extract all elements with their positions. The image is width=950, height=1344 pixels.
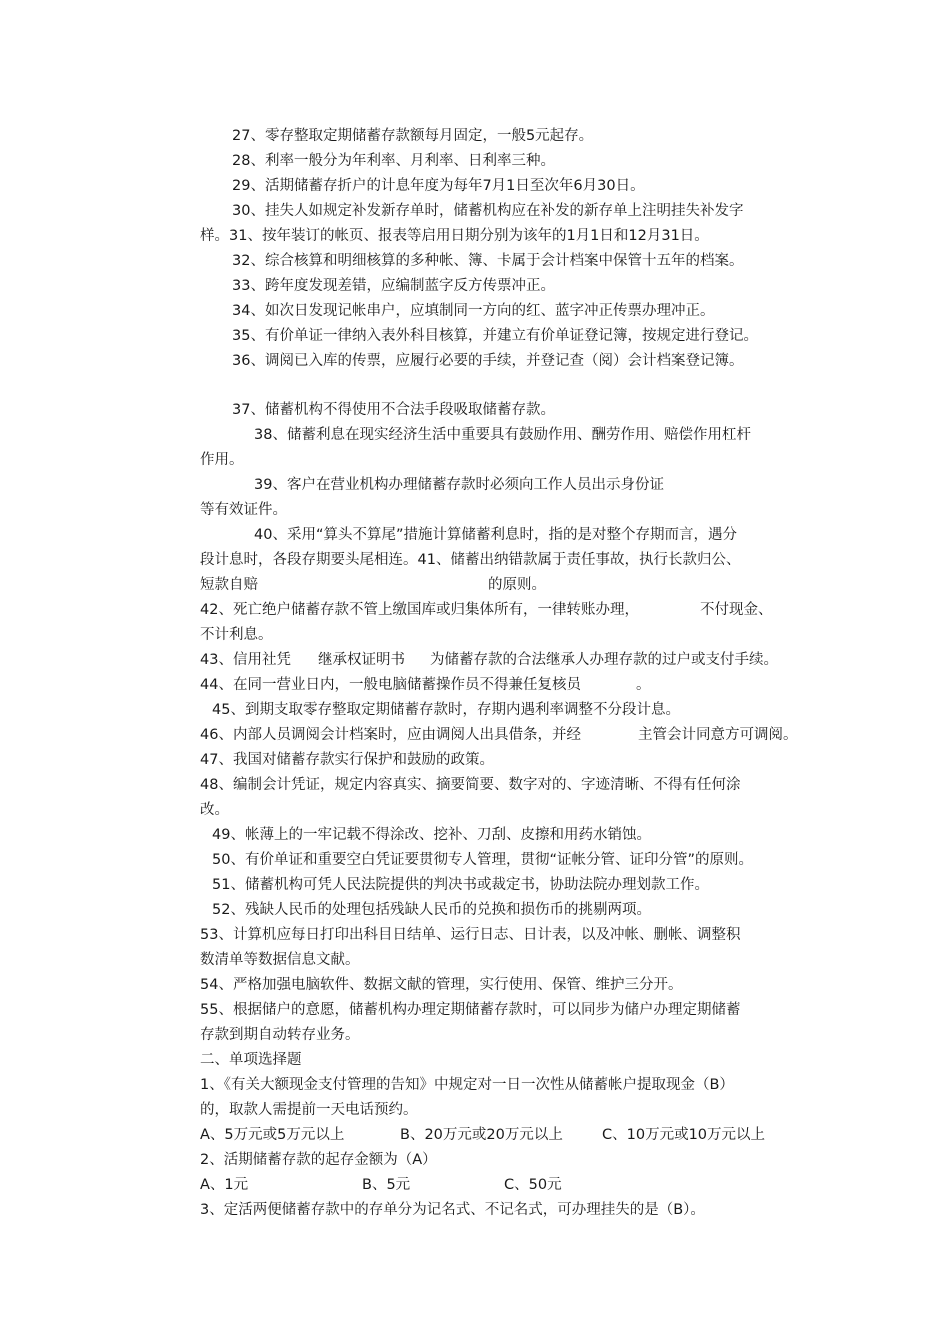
text-line: 30、挂失人如规定补发新存单时，储蓄机构应在补发的新存单上注明挂失补发字 bbox=[232, 203, 744, 219]
text-line: 34、如次日发现记帐串户，应填制同一方向的红、蓝字冲正传票办理冲正。 bbox=[232, 303, 715, 319]
text-line: 27、零存整取定期储蓄存款额每月固定，一般5元起存。 bbox=[232, 128, 594, 144]
text-line: 等有效证件。 bbox=[200, 502, 287, 518]
text-line: 继承权证明书 bbox=[318, 652, 405, 668]
text-line: 44、在同一营业日内，一般电脑储蓄操作员不得兼任复核员 bbox=[200, 677, 581, 693]
text-line: 40、采用“算头不算尾”措施计算储蓄利息时，指的是对整个存期而言，遇分 bbox=[254, 527, 737, 543]
text-line: 36、调阅已入库的传票，应履行必要的手续，并登记查（阅）会计档案登记簿。 bbox=[232, 353, 744, 369]
text-line: 改。 bbox=[200, 802, 229, 818]
answer-option: B、5元 bbox=[362, 1177, 411, 1193]
text-line: 54、严格加强电脑软件、数据文献的管理，实行使用、保管、维护三分开。 bbox=[200, 977, 683, 993]
text-line: 1、《有关大额现金支付管理的告知》中规定对一日一次性从储蓄帐户提取现金（B） bbox=[200, 1077, 734, 1093]
text-line: 的，取款人需提前一天电话预约。 bbox=[200, 1102, 418, 1118]
text-line: 46、内部人员调阅会计档案时，应由调阅人出具借条，并经 bbox=[200, 727, 581, 743]
text-line: 42、死亡绝户储蓄存款不管上缴国库或归集体所有，一律转账办理， bbox=[200, 602, 639, 618]
text-line: 52、残缺人民币的处理包括残缺人民币的兑换和损伤币的挑剔两项。 bbox=[212, 902, 651, 918]
answer-option: B、20万元或20万元以上 bbox=[400, 1127, 563, 1143]
text-line: 不付现金、 bbox=[700, 602, 773, 618]
text-line: 主管会计同意方可调阅。 bbox=[638, 727, 798, 743]
text-line: 38、储蓄利息在现实经济生活中重要具有鼓励作用、酬劳作用、赔偿作用杠杆 bbox=[254, 427, 751, 443]
answer-option: C、50元 bbox=[504, 1177, 562, 1193]
text-line: 数清单等数据信息文献。 bbox=[200, 952, 360, 968]
text-line: 短款自赔 bbox=[200, 577, 258, 593]
text-line: 作用。 bbox=[200, 452, 244, 468]
text-line: 37、储蓄机构不得使用不合法手段吸取储蓄存款。 bbox=[232, 402, 555, 418]
text-line: 32、综合核算和明细核算的多种帐、簿、卡属于会计档案中保管十五年的档案。 bbox=[232, 253, 744, 269]
text-line: 样。31、按年装订的帐页、报表等启用日期分别为该年的1月1日和12月31日。 bbox=[200, 228, 709, 244]
text-line: 50、有价单证和重要空白凭证要贯彻专人管理，贯彻“证帐分管、证印分管”的原则。 bbox=[212, 852, 753, 868]
answer-option: A、1元 bbox=[200, 1177, 249, 1193]
text-line: 49、帐薄上的一牢记载不得涂改、挖补、刀刮、皮擦和用药水销蚀。 bbox=[212, 827, 651, 843]
text-line: 为储蓄存款的合法继承人办理存款的过户或支付手续。 bbox=[430, 652, 778, 668]
answer-option: C、10万元或10万元以上 bbox=[602, 1127, 766, 1143]
text-line: 33、跨年度发现差错，应编制蓝字反方传票冲正。 bbox=[232, 278, 555, 294]
text-line: 。 bbox=[636, 677, 651, 693]
text-line: 47、我国对储蓄存款实行保护和鼓励的政策。 bbox=[200, 752, 494, 768]
text-line: 段计息时，各段存期要头尾相连。41、储蓄出纳错款属于责任事故，执行长款归公、 bbox=[200, 552, 741, 568]
text-line: 35、有价单证一律纳入表外科目核算，并建立有价单证登记簿，按规定进行登记。 bbox=[232, 328, 758, 344]
answer-option: A、5万元或5万元以上 bbox=[200, 1127, 345, 1143]
text-line: 48、编制会计凭证，规定内容真实、摘要简要、数字对的、字迹清晰、不得有任何涂 bbox=[200, 777, 741, 793]
text-line: 存款到期自动转存业务。 bbox=[200, 1027, 360, 1043]
text-line: 29、活期储蓄存折户的计息年度为每年7月1日至次年6月30日。 bbox=[232, 178, 645, 194]
text-line: 不计利息。 bbox=[200, 627, 273, 643]
text-line: 的原则。 bbox=[488, 577, 546, 593]
text-line: 51、储蓄机构可凭人民法院提供的判决书或裁定书，协助法院办理划款工作。 bbox=[212, 877, 709, 893]
text-line: 3、定活两便储蓄存款中的存单分为记名式、不记名式，可办理挂失的是（B）。 bbox=[200, 1202, 705, 1218]
text-line: 45、到期支取零存整取定期储蓄存款时，存期内遇利率调整不分段计息。 bbox=[212, 702, 680, 718]
text-line: 43、信用社凭 bbox=[200, 652, 291, 668]
text-line: 28、利率一般分为年利率、月利率、日利率三种。 bbox=[232, 153, 555, 169]
text-line: 2、活期储蓄存款的起存金额为（A） bbox=[200, 1152, 437, 1168]
text-line: 53、计算机应每日打印出科目日结单、运行日志、日计表，以及冲帐、删帐、调整积 bbox=[200, 927, 741, 943]
text-line: 39、客户在营业机构办理储蓄存款时必须向工作人员出示身份证 bbox=[254, 477, 664, 493]
section-heading: 二、单项选择题 bbox=[200, 1052, 302, 1068]
text-line: 55、根据储户的意愿，储蓄机构办理定期储蓄存款时，可以同步为储户办理定期储蓄 bbox=[200, 1002, 741, 1018]
